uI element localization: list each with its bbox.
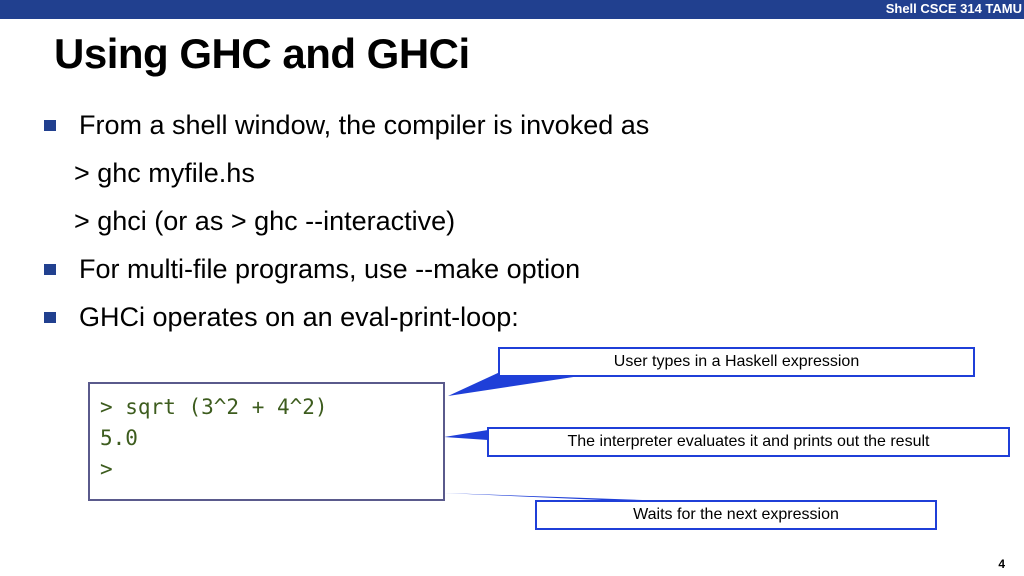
command-line: > ghc myfile.hs <box>74 158 255 188</box>
callout-evaluation: The interpreter evaluates it and prints out the result <box>487 427 1010 457</box>
callout-wait: Waits for the next expression <box>535 500 937 530</box>
slide-title: Using GHC and GHCi <box>54 30 470 77</box>
terminal-line: > sqrt (3^2 + 4^2) <box>100 395 328 419</box>
terminal-line: > <box>100 457 113 481</box>
callout-user-input: User types in a Haskell expression <box>498 347 975 377</box>
callout-pointer <box>444 430 488 440</box>
ghci-terminal <box>88 382 445 501</box>
bullet-text: From a shell window, the compiler is invoked as <box>79 110 650 140</box>
page-number: 4 <box>998 557 1005 571</box>
terminal-line: 5.0 <box>100 426 138 450</box>
command-line: > ghci (or as > ghc --interactive) <box>74 206 456 236</box>
bullet-text: For multi-file programs, use --make option <box>79 254 581 284</box>
course-tag: Shell CSCE 314 TAMU <box>885 1 1022 16</box>
bullet-text: GHCi operates on an eval-print-loop: <box>79 302 519 332</box>
